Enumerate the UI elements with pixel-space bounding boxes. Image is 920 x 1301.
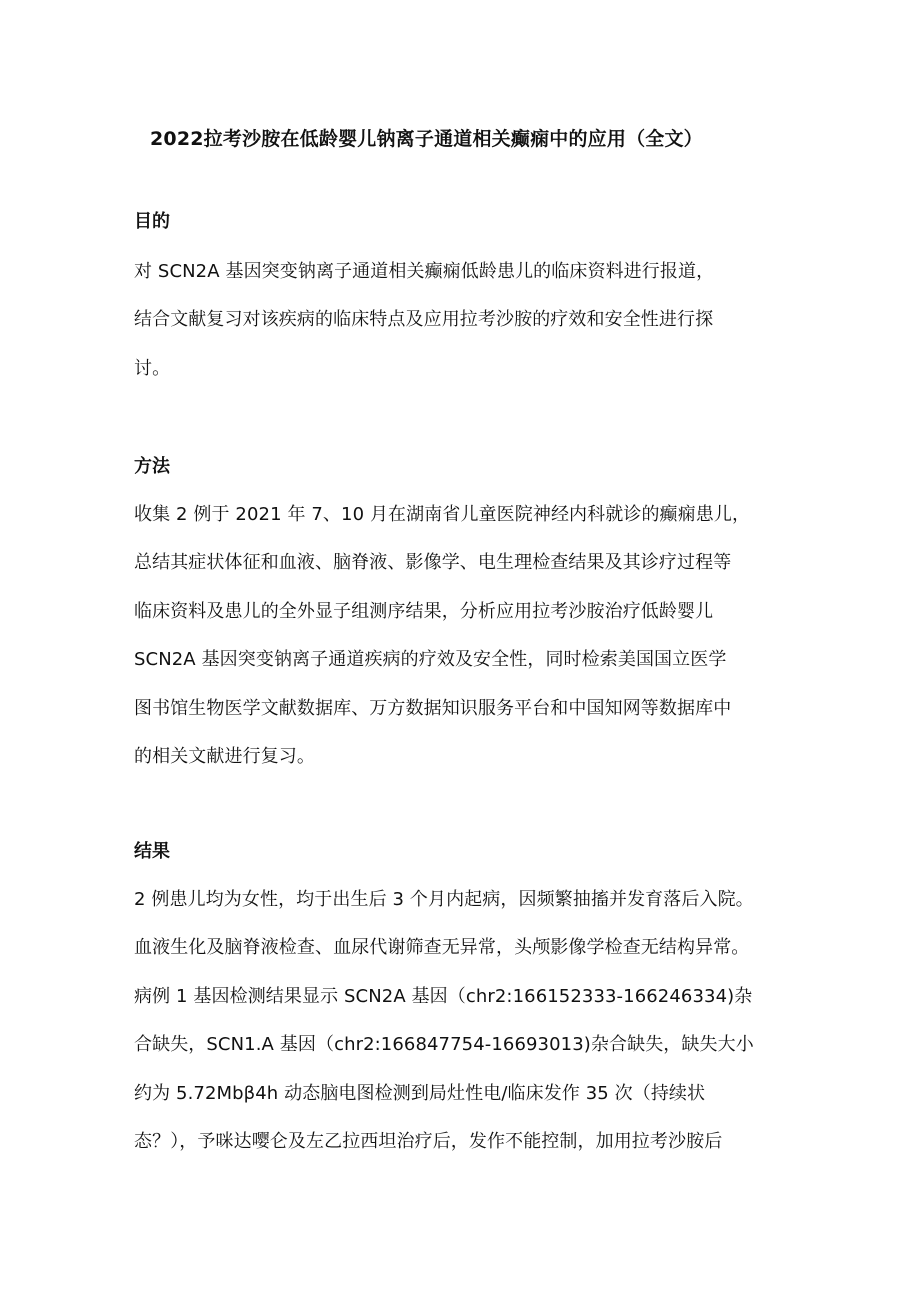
paragraph-line: SCN2A 基因突变钠离子通道疾病的疗效及安全性，同时检索美国国立医学: [134, 649, 727, 670]
paragraph-line: 的相关文献进行复习。: [134, 746, 315, 767]
paragraph-line: 收集 2 例于 2021 年 7、10 月在湖南省儿童医院神经内科就诊的癫痫患儿，: [134, 504, 751, 525]
section-heading-methods: 方法: [134, 456, 170, 477]
paragraph-line: 结合文献复习对该疾病的临床特点及应用拉考沙胺的疗效和安全性进行探: [134, 309, 714, 330]
section-heading-purpose: 目的: [134, 211, 170, 232]
paragraph-line: 临床资料及患儿的全外显子组测序结果，分析应用拉考沙胺治疗低龄婴儿: [134, 601, 714, 622]
paragraph-line: 病例 1 基因检测结果显示 SCN2A 基因（chr2:166152333-166246334)杂: [134, 986, 753, 1007]
document-title: 2022拉考沙胺在低龄婴儿钠离子通道相关癫痫中的应用（全文）: [150, 128, 703, 150]
paragraph-line: 图书馆生物医学文献数据库、万方数据知识服务平台和中国知网等数据库中: [134, 698, 732, 719]
paragraph-line: 对 SCN2A 基因突变钠离子通道相关癫痫低龄患儿的临床资料进行报道，: [134, 261, 715, 282]
section-heading-results: 结果: [134, 841, 170, 862]
paragraph-line: 态？），予咪达嘤仑及左乙拉西坦治疗后，发作不能控制，加用拉考沙胺后: [134, 1131, 723, 1152]
paragraph-line: 血液生化及脑脊液检查、血尿代谢筛查无异常，头颅影像学检查无结构异常。: [134, 937, 750, 958]
paragraph-line: 合缺失，SCN1.A 基因（chr2:166847754-16693013)杂合缺失，缺失大小: [134, 1034, 754, 1055]
paragraph-line: 约为 5.72Mbβ4h 动态脑电图检测到局灶性电/临床发作 35 次（持续状: [134, 1083, 706, 1104]
paragraph-line: 讨。: [134, 358, 171, 379]
paragraph-line: 2 例患儿均为女性，均于出生后 3 个月内起病，因频繁抽搐并发育落后入院。: [134, 889, 754, 910]
paragraph-line: 总结其症状体征和血液、脑脊液、影像学、电生理检查结果及其诊疗过程等: [134, 552, 732, 573]
